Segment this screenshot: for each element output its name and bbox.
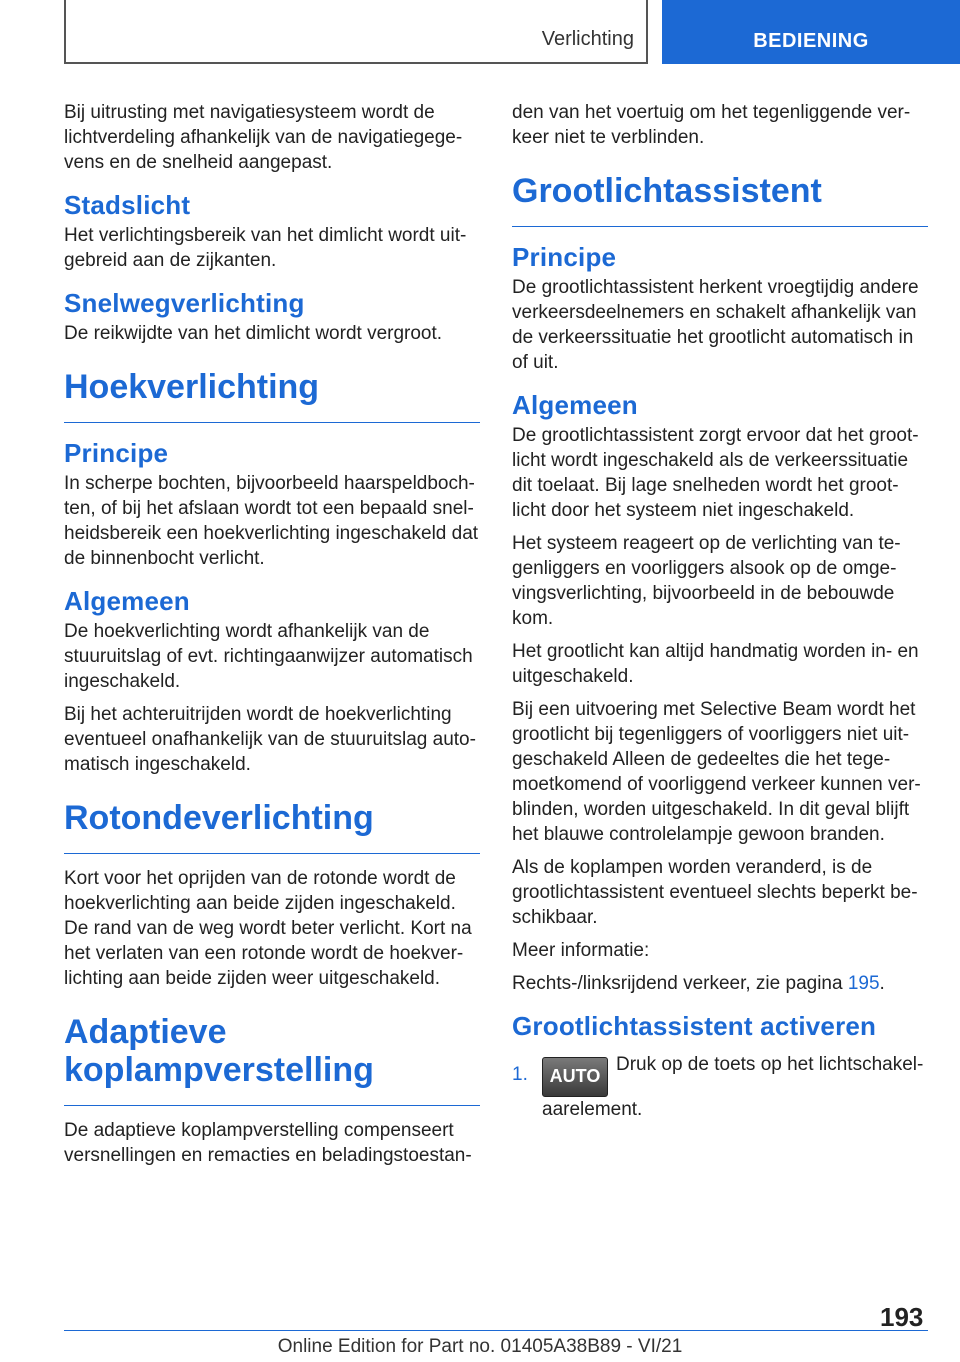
continued-paragraph: den van het voertuig om het tegenliggende ver-keer niet te verblinden. — [512, 102, 911, 148]
snelweg-paragraph: De reikwijdte van het dimlicht wordt vergroot. — [64, 323, 443, 344]
algemeen-paragraph-3: Het grootlicht kan altijd handmatig worden in- en uitgeschakeld. — [512, 641, 919, 687]
cross-reference-end: . — [879, 973, 885, 994]
meer-informatie: Meer informatie: — [512, 940, 650, 961]
step-item — [512, 1052, 928, 1122]
hoek-principe-paragraph: In scherpe bochten, bijvoorbeeld haarspeldboch-ten, of bij het afslaan wordt tot een bepaald snel-heidsbereik een hoekverlichting ingeschakeld dat de binnenbocht verlicht. — [64, 473, 479, 569]
step-number: 1. — [512, 1064, 528, 1085]
algemeen-paragraph-5: Als de koplampen worden veranderd, is de grootlichtassistent eventueel slechts beperkt be-schikbaar. — [512, 857, 918, 928]
adaptieve-paragraph: De adaptieve koplampverstelling compenseert versnellingen en remacties en beladingstoestan- — [64, 1120, 472, 1166]
algemeen-paragraph-1: De grootlichtassistent zorgt ervoor dat het groot-licht wordt ingeschakeld als de verkeerssituatie dit toelaat. Bij lage snelheden wordt het groot-licht door het systeem niet ingeschakeld. — [512, 425, 919, 521]
activeren-heading: Grootlichtassistent activeren — [512, 1011, 877, 1041]
hoek-principe-heading: Principe — [64, 438, 169, 468]
hoek-algemeen-paragraph-2: Bij het achteruitrijden wordt de hoekverlichting eventueel onafhankelijk van de stuuruitslag auto-matisch ingeschakeld. — [64, 704, 476, 775]
auto-button-icon: AUTO — [542, 1057, 608, 1097]
rotonde-paragraph: Kort voor het oprijden van de rotonde wordt de hoekverlichting aan beide zijden ingeschakeld. De rand van de weg wordt beter verlicht. Kort na het verlaten van een rotonde wordt de hoekver-lichting aan beide zijden weer uitgeschakeld. — [64, 868, 472, 989]
grootlicht-heading: Grootlichtassistent — [512, 172, 928, 227]
header-chapter-tab: BEDIENING — [662, 0, 960, 64]
header-box — [64, 0, 648, 64]
snelweg-heading: Snelwegverlichting — [64, 288, 305, 318]
hoekverlichting-heading: Hoekverlichting — [64, 368, 480, 423]
cross-reference-text: Rechts-/linksrijdend verkeer, zie pagina — [512, 973, 848, 994]
right-column — [512, 100, 928, 1122]
footer-edition: Online Edition for Part no. 01405A38B89 - VI/21 — [277, 1336, 683, 1357]
rotonde-heading: Rotondeverlichting — [64, 799, 480, 854]
page-number: 193 — [880, 1302, 924, 1332]
adaptieve-heading: Adaptieve koplampverstelling — [64, 1013, 480, 1106]
algemeen-paragraph-4: Bij een uitvoering met Selective Beam wordt het grootlicht bij tegenliggers of voorliggers niet uit-geschakeld Alleen de gedeeltes die het tege-moetkomend of voorliggend verkeer kunnen ver-blinden, worden uitgeschakeld. In dit geval blijft het blauwe controlelampje gewoon branden. — [512, 699, 921, 845]
hoek-algemeen-heading: Algemeen — [64, 586, 190, 616]
page-link[interactable]: 195 — [847, 973, 880, 994]
algemeen-heading: Algemeen — [512, 390, 638, 420]
steps-list — [512, 1052, 928, 1122]
principe-heading: Principe — [512, 242, 617, 272]
principe-paragraph: De grootlichtassistent herkent vroegtijdig andere verkeersdeelnemers en schakelt afhankelijk van de verkeerssituatie het grootlicht automatisch in of uit. — [512, 277, 919, 373]
cross-reference — [512, 971, 928, 996]
left-column — [64, 100, 480, 1176]
intro-paragraph: Bij uitrusting met navigatiesysteem wordt de lichtverdeling afhankelijk van de navigatiegege-vens en de snelheid aangepast. — [64, 102, 463, 173]
hoek-algemeen-paragraph-1: De hoekverlichting wordt afhankelijk van de stuuruitslag of evt. richtingaanwijzer automatisch ingeschakeld. — [64, 621, 473, 692]
stadslicht-heading: Stadslicht — [64, 190, 191, 220]
step-text: Druk op de toets op het lichtschakel-aarelement. — [542, 1054, 924, 1120]
header-section-title: Verlichting — [541, 28, 634, 50]
algemeen-paragraph-2: Het systeem reageert op de verlichting van te-genliggers en voorliggers alsook op de omge-vingsverlichting, bijvoorbeeld in de bebouwde kom. — [512, 533, 901, 629]
footer-divider — [64, 1330, 928, 1331]
stadslicht-paragraph: Het verlichtingsbereik van het dimlicht wordt uit-gebreid aan de zijkanten. — [64, 225, 467, 271]
